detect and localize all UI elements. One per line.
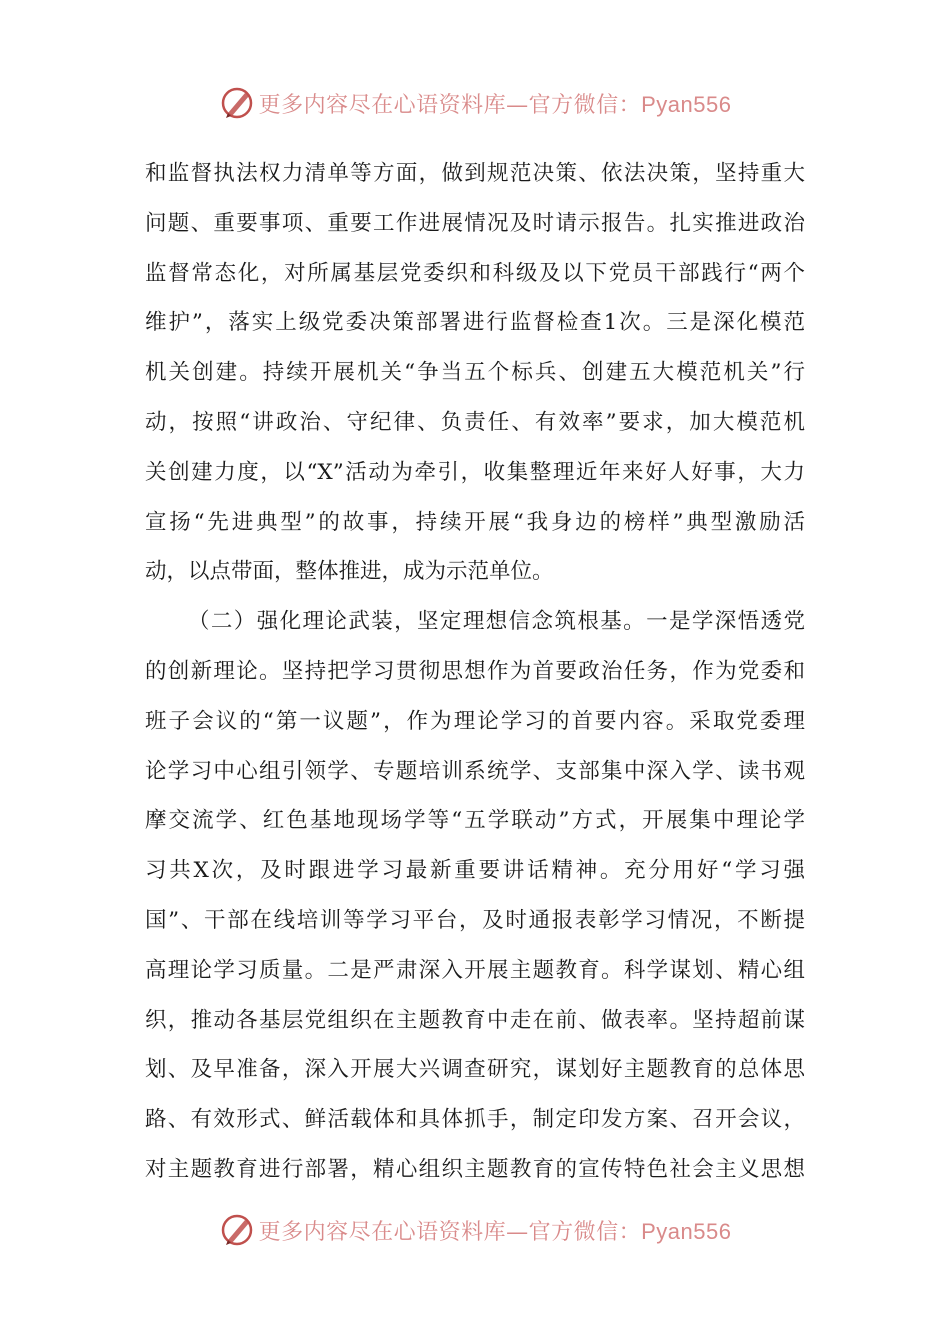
- footer-banner: [0, 1210, 950, 1250]
- text-line: 的创新理论。坚持把学习贯彻思想作为首要政治任务，作为党委和: [145, 658, 805, 684]
- text-line: 班子会议的“第一议题”，作为理论学习的首要内容。采取党委理: [145, 708, 805, 734]
- text-line: 摩交流学、红色基地现场学等“五学联动”方式，开展集中理论学: [145, 808, 805, 834]
- document-body: [145, 149, 805, 1195]
- pen-circle-logo-icon: [219, 1212, 255, 1248]
- text-line: 国”、干部在线培训等学习平台，及时通报表彰学习情况，不断提: [145, 907, 805, 933]
- text-line: 宣扬“先进典型”的故事，持续开展“我身边的榜样”典型激励活: [145, 509, 805, 535]
- pen-circle-logo-icon: [219, 85, 255, 121]
- section-heading-line: （二）强化理论武装，坚定理想信念筑根基。一是学深悟透党: [188, 609, 805, 635]
- text-line: 问题、重要事项、重要工作进展情况及时请示报告。扎实推进政治: [145, 210, 805, 236]
- footer-wechat-id: Pyan556: [641, 1218, 732, 1244]
- text-line: 划、及早准备，深入开展大兴调查研究，谋划好主题教育的总体思: [145, 1057, 805, 1083]
- text-line: 对主题教育进行部署，精心组织主题教育的宣传特色社会主义思想: [145, 1156, 805, 1182]
- text-line: 监督常态化，对所属基层党委织和科级及以下党员干部践行“两个: [145, 260, 805, 286]
- header-banner-label: 更多内容尽在心语资料库—官方微信：: [258, 92, 642, 118]
- text-line: 和监督执法权力清单等方面，做到规范决策、依法决策，坚持重大: [145, 161, 805, 186]
- footer-banner-text: [259, 1215, 732, 1246]
- footer-banner-label: 更多内容尽在心语资料库—官方微信：: [258, 1219, 642, 1245]
- text-line: 织，推动各基层党组织在主题教育中走在前、做表率。坚持超前谋: [145, 1007, 805, 1033]
- text-line: 路、有效形式、鲜活载体和具体抓手，制定印发方案、召开会议，: [145, 1107, 805, 1133]
- header-banner: [0, 83, 950, 123]
- text-line: 机关创建。持续开展机关“争当五个标兵、创建五大模范机关”行: [145, 360, 805, 386]
- text-line: 动，以点带面，整体推进，成为示范单位。: [145, 559, 554, 585]
- text-line: 论学习中心组引领学、专题培训系统学、支部集中深入学、读书观: [145, 758, 805, 784]
- text-line: 关创建力度，以“X”活动为牵引，收集整理近年来好人好事，大力: [145, 459, 805, 485]
- header-banner-text: [259, 88, 732, 119]
- text-line: 高理论学习质量。二是严肃深入开展主题教育。科学谋划、精心组: [145, 957, 805, 983]
- text-line: 动，按照“讲政治、守纪律、负责任、有效率”要求，加大模范机: [145, 409, 805, 435]
- text-line: 习共X次，及时跟进学习最新重要讲话精神。充分用好“学习强: [145, 858, 805, 884]
- text-line: 维护”，落实上级党委决策部署进行监督检查1次。三是深化模范: [145, 310, 805, 336]
- header-wechat-id: Pyan556: [641, 91, 732, 117]
